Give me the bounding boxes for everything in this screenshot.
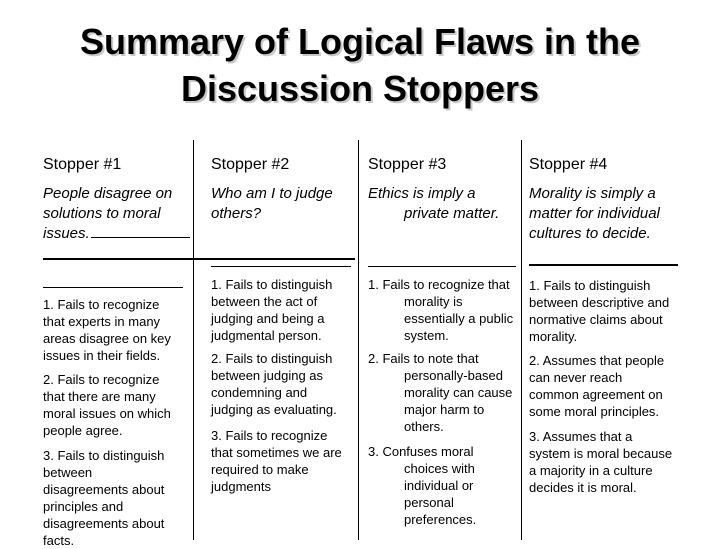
title-line-2: Discussion Stoppers xyxy=(180,68,540,109)
separator-rule xyxy=(368,266,516,267)
flaw-line: areas disagree on key xyxy=(43,331,171,346)
separator-rule xyxy=(43,258,355,260)
stopper-3-flaw-2 xyxy=(368,350,524,435)
flaw-line: individual or xyxy=(404,478,474,493)
stopper-4-flaw-1 xyxy=(529,277,694,345)
stopper-4-flaw-2 xyxy=(529,352,694,420)
flaw-line: essentially a public xyxy=(404,311,514,326)
flaw-line: between the act of xyxy=(211,294,318,309)
stopper-1-flaw-3 xyxy=(43,447,191,549)
flaw-line: 1. Fails to distinguish xyxy=(529,278,651,293)
flaw-line: choices with xyxy=(404,461,475,476)
stopper-1-heading: Stopper #1 xyxy=(43,156,122,173)
flaw-line: disagreements about xyxy=(43,482,165,497)
flaw-line: system. xyxy=(404,328,449,343)
stopper-3-flaw-1 xyxy=(368,276,524,344)
separator-rule xyxy=(43,287,183,288)
stopper-1-flaw-2 xyxy=(43,371,191,439)
separator-rule xyxy=(529,264,678,266)
flaw-line: principles and xyxy=(43,499,124,514)
stopper-2-flaw-3 xyxy=(211,427,356,495)
flaw-line: 1. Fails to distinguish xyxy=(211,277,333,292)
stopper-4-heading: Stopper #4 xyxy=(529,156,608,173)
statement-line: Who am I to judge xyxy=(211,185,333,202)
flaw-line: judging and being a xyxy=(211,311,325,326)
stopper-3-statement xyxy=(368,184,520,224)
flaw-line: that there are many xyxy=(43,389,156,404)
stopper-1-statement xyxy=(43,184,191,244)
flaw-line: normative claims about xyxy=(529,312,663,327)
flaw-line: condemning and xyxy=(211,385,308,400)
flaw-line: 2. Fails to note that xyxy=(368,351,479,366)
stopper-2-flaw-1 xyxy=(211,276,356,344)
statement-line: Morality is simply a xyxy=(529,185,656,202)
flaw-line: others. xyxy=(404,419,444,434)
flaw-line: 2. Fails to distinguish xyxy=(211,351,333,366)
stopper-3-flaw-3 xyxy=(368,443,520,528)
flaw-line: judgmental person. xyxy=(211,328,322,343)
flaw-line: common agreement on xyxy=(529,387,663,402)
flaw-line: personal xyxy=(404,495,454,510)
flaw-line: system is moral because xyxy=(529,446,673,461)
flaw-line: judging as evaluating. xyxy=(211,402,337,417)
flaw-line: morality. xyxy=(529,329,578,344)
flaw-line: morality is xyxy=(404,294,463,309)
flaw-line: decides it is moral. xyxy=(529,480,637,495)
stopper-1-flaw-1 xyxy=(43,296,191,364)
stopper-3-heading: Stopper #3 xyxy=(368,156,447,173)
flaw-line: between judging as xyxy=(211,368,324,383)
stopper-4-flaw-3 xyxy=(529,428,694,496)
flaw-line: morality can cause xyxy=(404,385,513,400)
flaw-line: major harm to xyxy=(404,402,485,417)
column-divider xyxy=(358,140,359,540)
slide-title xyxy=(0,18,720,112)
title-line-1: Summary of Logical Flaws in the xyxy=(79,21,641,62)
statement-line: Ethics is imply a xyxy=(368,185,476,202)
flaw-line: moral issues on which xyxy=(43,406,171,421)
flaw-line: between descriptive and xyxy=(529,295,670,310)
underline-rule xyxy=(91,237,190,238)
flaw-line: that experts in many xyxy=(43,314,161,329)
flaw-line: 1. Fails to recognize that xyxy=(368,277,510,292)
flaw-line: people agree. xyxy=(43,423,123,438)
flaw-line: 3. Fails to recognize xyxy=(211,428,328,443)
flaw-line: judgments xyxy=(211,479,271,494)
flaw-line: disagreements about xyxy=(43,516,165,531)
separator-rule xyxy=(211,266,351,267)
flaw-line: personally-based xyxy=(404,368,504,383)
statement-line: private matter. xyxy=(404,205,500,222)
flaw-line: 3. Fails to distinguish xyxy=(43,448,165,463)
stopper-2-statement xyxy=(211,184,356,224)
flaw-line: can never reach xyxy=(529,370,623,385)
flaw-line: 3. Assumes that a xyxy=(529,429,633,444)
flaw-line: 2. Assumes that people xyxy=(529,353,665,368)
flaw-line: 1. Fails to recognize xyxy=(43,297,160,312)
flaw-line: facts. xyxy=(43,533,75,548)
flaw-line: required to make xyxy=(211,462,309,477)
flaw-line: that sometimes we are xyxy=(211,445,342,460)
statement-line: solutions to moral xyxy=(43,205,161,222)
flaw-line: some moral principles. xyxy=(529,404,660,419)
statement-line: others? xyxy=(211,205,262,222)
stopper-4-statement xyxy=(529,184,694,244)
flaw-line: between xyxy=(43,465,93,480)
stopper-2-heading: Stopper #2 xyxy=(211,156,290,173)
stopper-2-flaw-2 xyxy=(211,350,356,418)
flaw-line: 3. Confuses moral xyxy=(368,444,474,459)
flaw-line: 2. Fails to recognize xyxy=(43,372,160,387)
statement-line: cultures to decide. xyxy=(529,225,651,242)
column-divider xyxy=(193,140,194,540)
statement-line: People disagree on xyxy=(43,185,173,202)
statement-line: issues. xyxy=(43,225,90,242)
statement-line: matter for individual xyxy=(529,205,660,222)
flaw-line: a majority in a culture xyxy=(529,463,653,478)
flaw-line: issues in their fields. xyxy=(43,348,161,363)
flaw-line: preferences. xyxy=(404,512,477,527)
